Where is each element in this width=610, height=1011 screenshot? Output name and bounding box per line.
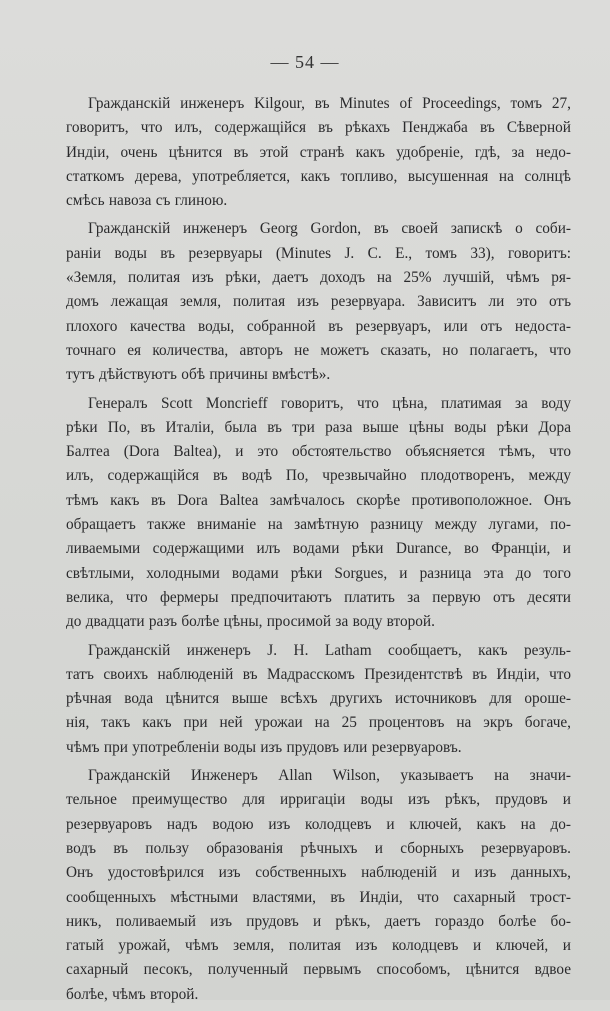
text-line: резервуаровъ надъ водою изъ колодцевъ и ключей, какъ на до- [66, 815, 571, 833]
text-line: велика, что фермеры предпочитаютъ платить за первую отъ десяти [66, 588, 571, 606]
text-line: Гражданскій инженеръ J. H. Latham сообщаетъ, какъ резуль- [88, 641, 571, 659]
text-line: домъ лежащая земля, политая изъ резервуара. Зависитъ ли это отъ [66, 293, 571, 311]
text-line: тѣмъ какъ въ Dora Baltea замѣчалось скорѣе противоположное. Онъ [66, 491, 571, 509]
text-line: раніи воды въ резервуары (Minutes J. C. E., томъ 33), говоритъ: [66, 244, 571, 262]
text-line: Гражданскій инженеръ Kilgour, въ Minutes of Proceedings, томъ 27, [88, 95, 571, 112]
text-line: Балтеа (Dora Baltea), и это обстоятельство объясняется тѣмъ, что [66, 443, 571, 461]
text-line: никъ, поливаемый изъ прудовъ и рѣкъ, даетъ гораздо болѣе бо- [66, 912, 571, 930]
text-line: чѣмъ при употребленіи воды изъ прудовъ или резервуаровъ. [66, 738, 462, 756]
paragraph-moncrieff [66, 392, 571, 635]
text-line: ливаемыми содержащими илъ водами рѣки Durance, во Франціи, и [66, 540, 571, 558]
page-body [66, 92, 571, 1011]
text-line: «Земля, политая изъ рѣки, даетъ доходъ на 25% лучшій, чѣмъ ря- [66, 269, 571, 287]
text-line: сообщенныхъ мѣстными властями, въ Индіи, что сахарный трост- [66, 888, 571, 906]
paragraph-wilson [66, 764, 571, 1007]
paragraph-latham [66, 639, 571, 760]
text-line: обращаетъ также вниманіе на замѣтную разницу между лугами, по- [66, 516, 571, 534]
text-line: нія, такъ какъ при ней урожаи на 25 процентовъ на экръ богаче, [66, 714, 571, 732]
text-line: рѣчная вода цѣнится выше всѣхъ другихъ источниковъ для ороше- [66, 690, 571, 708]
paragraph-kilgour [66, 92, 571, 213]
text-line: до двадцати разъ болѣе цѣны, просимой за воду второй. [66, 613, 435, 631]
text-line: смѣсь навоза съ глиною. [66, 192, 228, 210]
text-line: Онъ удостовѣрился изъ собственныхъ наблюденій и изъ данныхъ, [66, 864, 571, 882]
text-line: говоритъ, что илъ, содержащійся въ рѣкахъ Пенджаба въ Сѣверной [66, 119, 571, 137]
text-line: татъ своихъ наблюденій въ Мадрасскомъ Президентствѣ въ Индіи, что [66, 665, 571, 683]
text-line: гатый урожай, чѣмъ земля, политая изъ колодцевъ и ключей, и [66, 937, 571, 955]
page-number: — 54 — [270, 52, 340, 72]
text-line: Гражданскій инженеръ Georg Gordon, въ своей запискѣ о соби- [88, 220, 571, 238]
text-line: илъ, содержащійся въ водѣ По, чрезвычайно плодотворенъ, между [66, 467, 571, 485]
text-line: тельное преимущество для ирригаціи воды изъ рѣкъ, прудовъ и [66, 791, 571, 809]
text-line: водъ въ пользу образованія рѣчныхъ и сборныхъ резервуаровъ. [66, 839, 571, 857]
text-line: Индіи, очень цѣнится въ этой странѣ какъ удобреніе, гдѣ, за недо- [66, 143, 571, 161]
text-line: точнаго ея количества, авторъ не можетъ сказать, но полагаетъ, что [66, 341, 571, 359]
text-line: Гражданскій Инженеръ Allan Wilson, указываетъ на значи- [88, 767, 571, 785]
text-line: Генералъ Scott Moncrieff говоритъ, что цѣна, платимая за воду [88, 394, 571, 412]
text-line: болѣе, чѣмъ второй. [66, 985, 199, 1003]
text-line: рѣки По, въ Италіи, была въ три раза выше цѣны воды рѣки Дора [66, 418, 571, 436]
paragraph-gordon [66, 217, 571, 387]
text-line: свѣтлыми, холодными водами рѣки Sorgues, и разница эта до того [66, 564, 571, 582]
text-line: сахарный песокъ, полученный первымъ способомъ, цѣнится вдвое [66, 961, 571, 979]
text-line: плохого качества воды, собранной въ резервуаръ, или отъ недоста- [66, 317, 571, 335]
text-line: тутъ дѣйствуютъ обѣ причины вмѣстѣ». [66, 366, 331, 384]
text-line: статкомъ дерева, употребляется, какъ топливо, высушенная на солнцѣ [66, 167, 571, 185]
